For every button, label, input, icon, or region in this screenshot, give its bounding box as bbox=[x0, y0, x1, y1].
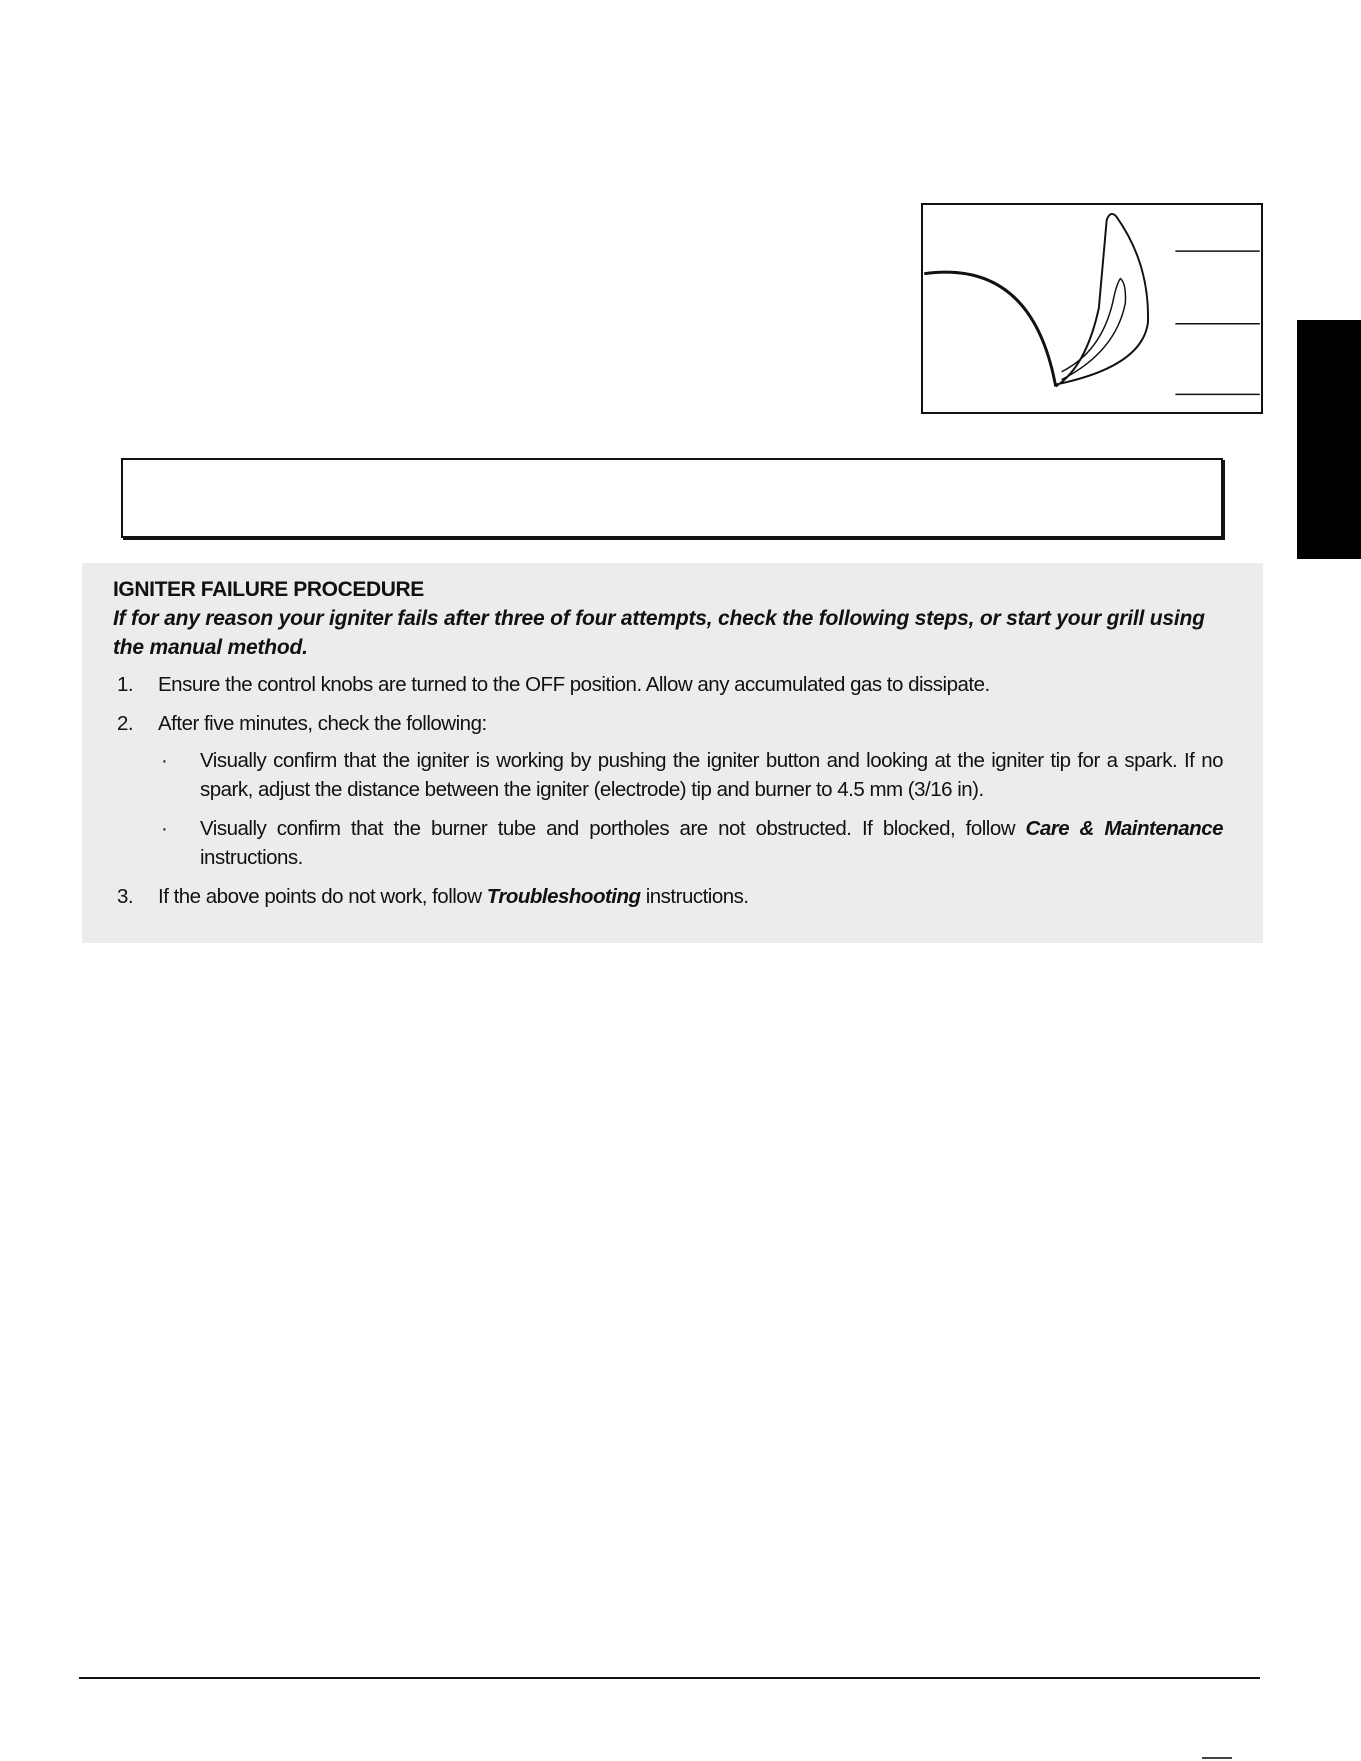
step-text: If the above points do not work, follow bbox=[158, 885, 487, 908]
step-number: 2. bbox=[117, 712, 134, 735]
bullet-icon: · bbox=[161, 749, 168, 772]
step-2-checklist bbox=[158, 746, 1223, 872]
outer-flame-outline bbox=[1056, 214, 1148, 387]
warning-box bbox=[121, 458, 1223, 538]
checklist-item-text: Visually confirm that the burner tube and portholes are not obstructed. If blocked, follow bbox=[200, 817, 1026, 840]
procedure-step-1 bbox=[113, 670, 1223, 699]
step-number: 1. bbox=[117, 673, 134, 696]
procedure-intro: If for any reason your igniter fails after three of four attempts, check the following steps, or start your grill using the manual method. bbox=[113, 607, 1205, 659]
igniter-failure-procedure-panel bbox=[82, 563, 1263, 943]
burner-flame-illustration bbox=[923, 205, 1261, 412]
procedure-steps bbox=[113, 670, 1223, 911]
section-side-tab bbox=[1297, 320, 1361, 559]
step-text: Ensure the control knobs are turned to the OFF position. Allow any accumulated gas to dissipate. bbox=[158, 673, 990, 696]
procedure-step-2 bbox=[113, 709, 1223, 872]
bullet-icon: · bbox=[161, 817, 168, 840]
page-corner-mark bbox=[1202, 1757, 1232, 1759]
checklist-item-burner-obstruction bbox=[158, 814, 1223, 872]
step-number: 3. bbox=[117, 885, 134, 908]
burner-tube-outline bbox=[924, 272, 1055, 386]
checklist-item-igniter-spark bbox=[158, 746, 1223, 804]
troubleshooting-reference: Troubleshooting bbox=[486, 885, 641, 908]
checklist-item-text-end: instructions. bbox=[200, 846, 303, 869]
procedure-heading: IGNITER FAILURE PROCEDURE bbox=[113, 578, 424, 601]
step-text-end: instructions. bbox=[640, 885, 749, 908]
care-maintenance-reference: Care & Maintenance bbox=[1025, 817, 1223, 840]
footer-divider bbox=[79, 1677, 1260, 1679]
checklist-item-text: Visually confirm that the igniter is working by pushing the igniter button and looking at the igniter tip for a spark. If no spark, adjust the distance between the igniter (electrode) tip and burner to 4.5 mm (3/16 in). bbox=[200, 749, 1223, 801]
procedure-step-3 bbox=[113, 882, 1223, 911]
step-text: After five minutes, check the following: bbox=[158, 712, 487, 735]
burner-flame-diagram bbox=[921, 203, 1263, 414]
